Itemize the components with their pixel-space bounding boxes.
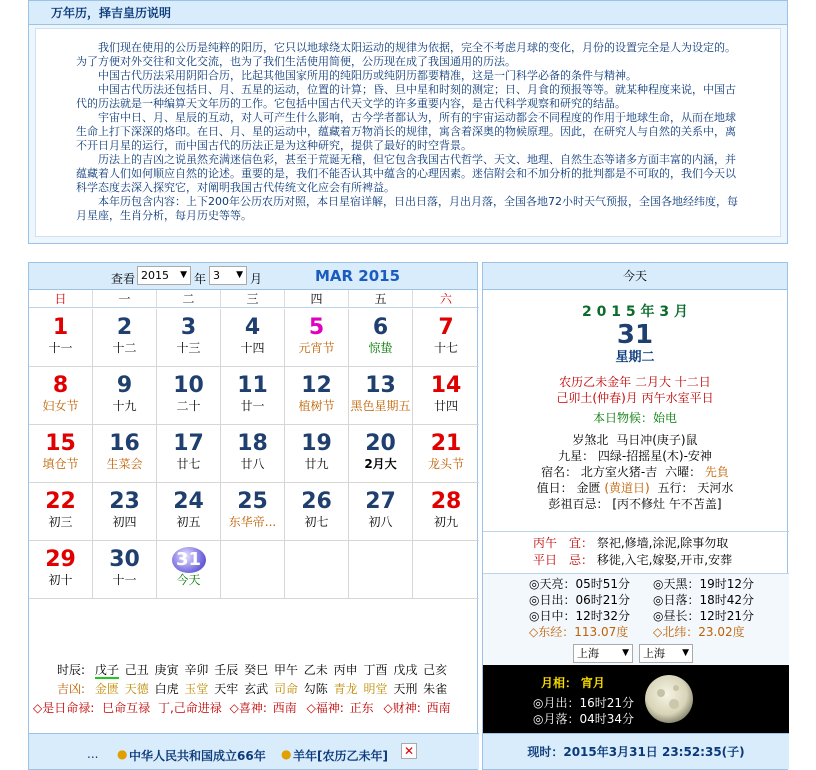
jixiong-item: 司命 <box>273 682 298 696</box>
day-lunar: 元宵节 <box>298 341 335 355</box>
day-number: 23 <box>109 489 140 514</box>
calendar-day-empty <box>349 541 413 598</box>
day-lunar: 十七 <box>433 341 458 355</box>
day-lunar: 初十 <box>48 573 73 587</box>
day-number: 25 <box>237 489 268 514</box>
shichen-label: 时辰: <box>57 663 86 677</box>
day-number: 7 <box>438 315 454 340</box>
zhiri-label: 值日： <box>536 481 573 495</box>
close-icon[interactable]: ✕ <box>401 743 417 759</box>
calendar-week <box>29 541 479 599</box>
today-header: 今天 <box>483 263 787 290</box>
day-lunar: 十二 <box>112 341 137 355</box>
day-lunar: 生菜会 <box>106 457 143 471</box>
city-select-value: 上海 <box>643 647 665 660</box>
calendar-day[interactable] <box>413 309 479 366</box>
jixiong-item: 玉堂 <box>184 682 209 696</box>
day-number: 22 <box>45 489 76 514</box>
jixiong-item: 青龙 <box>333 682 358 696</box>
day-number: 16 <box>109 431 140 456</box>
chong-value: 马日冲(庚子)鼠 <box>616 433 698 447</box>
day-lunar: 廿七 <box>176 457 201 471</box>
intro-paragraph: 宇宙中日、月、星辰的互动，对人可产生什么影响，古今学者都认为，所有的宇宙运动都会不同程度的作用于地球生命，从而在地球生命上打下深深的烙印。在日、月、星的运动中，蕴藏着万物消长的规律，寓含着深奥的物候原理。因此，在研究人与自然的关系中，离不开日月星的运行，而中国古代的历法正是为这种研究，提供了最好的时空背景。 <box>76 111 736 152</box>
weekday-label: 二 <box>157 290 221 307</box>
weekday-label: 五 <box>349 290 413 307</box>
shichen-item: 戊子 <box>94 663 119 677</box>
calendar-day[interactable] <box>93 367 157 424</box>
view-label: 查看 <box>111 272 136 286</box>
chevron-down-icon: ▼ <box>236 270 243 280</box>
pengzu-value: [丙不修灶 午不苫盖] <box>612 497 722 511</box>
day-lunar: 廿四 <box>433 399 458 413</box>
year-label: 年 <box>194 272 207 286</box>
day-lunar: 初四 <box>112 515 137 529</box>
sun-section <box>483 573 789 665</box>
calendar-day[interactable] <box>349 425 413 482</box>
latitude: ◇北纬：23.02度 <box>653 625 745 639</box>
moon-phase-row <box>541 675 605 691</box>
day-lunar: 十四 <box>240 341 265 355</box>
wuhou: 本日物候：始电 <box>592 411 677 425</box>
rizhong: ◎日中：12时32分 <box>529 609 631 623</box>
day-lunar: 植树节 <box>298 399 335 413</box>
wuxing-label: 五行： <box>657 481 694 495</box>
riming-value: 巳命互禄 <box>102 701 151 715</box>
calendar-day[interactable] <box>221 309 285 366</box>
day-lunar: 初五 <box>176 515 201 529</box>
day-lunar: 初三 <box>48 515 73 529</box>
day-lunar: 初八 <box>368 515 393 529</box>
shichen-item: 己丑 <box>124 663 149 677</box>
jixiong-item: 勾陈 <box>303 682 328 696</box>
xishen-value: 西南 <box>272 701 297 715</box>
shichen-item: 乙未 <box>303 663 328 677</box>
calendar-day[interactable] <box>285 367 349 424</box>
calendar-day[interactable] <box>349 483 413 540</box>
today-day: 31 <box>616 320 654 350</box>
calendar-day[interactable] <box>413 425 479 482</box>
jiuxing-value: 四绿-招摇星(木)-安神 <box>597 449 712 463</box>
calendar-day[interactable] <box>93 541 157 598</box>
chevron-down-icon: ▼ <box>682 648 689 658</box>
calendar-week <box>29 309 479 367</box>
day-number: 4 <box>244 315 261 340</box>
day-number: 29 <box>45 547 76 572</box>
shichen-item: 丙申 <box>333 663 358 677</box>
calendar-week <box>29 483 479 541</box>
shichen-item: 癸巳 <box>244 663 269 677</box>
chevron-down-icon: ▼ <box>622 648 629 658</box>
day-number: 12 <box>301 373 332 398</box>
weekday-header <box>29 290 479 308</box>
day-lunar: 黑色星期五 <box>350 399 411 413</box>
day-lunar: 惊蛰 <box>368 341 393 355</box>
intro-body <box>35 28 781 237</box>
day-info <box>33 661 475 718</box>
day-lunar: 初九 <box>433 515 458 529</box>
today-panel <box>482 262 788 770</box>
weekday-label: 四 <box>285 290 349 307</box>
yi-value: 祭祀,修墙,涂泥,除事勿取 <box>596 536 729 550</box>
moon-section <box>483 665 789 733</box>
day-number: 11 <box>237 373 268 398</box>
riming-label: ◇是日命禄: <box>33 701 95 715</box>
today-marker: 31 <box>172 547 206 573</box>
calendar-day[interactable] <box>93 425 157 482</box>
jixiong-item: 白虎 <box>154 682 179 696</box>
calendar-day[interactable] <box>285 309 349 366</box>
month-select[interactable] <box>209 266 247 285</box>
yiji-ganzhi: 丙午 <box>533 536 558 550</box>
day-number: 10 <box>173 373 204 398</box>
calendar-day[interactable] <box>413 367 479 424</box>
day-number: 13 <box>365 373 396 398</box>
yi-label: 宜： <box>569 536 594 550</box>
calendar-day[interactable] <box>157 309 221 366</box>
month-label: 月 <box>250 272 263 286</box>
day-lunar: 十一 <box>48 341 73 355</box>
bullet-icon: ● <box>117 747 128 761</box>
zhouchang: ◎昼长：12时21分 <box>653 609 755 623</box>
day-number: 28 <box>430 489 462 514</box>
calendar-day[interactable] <box>29 425 93 482</box>
shichen-row <box>33 661 475 680</box>
intro-paragraph: 中国古代历法还包括日、月、五星的运动，位置的计算；昏、旦中星和时刻的测定；日、月食的预报等等。就某种程度来说，中国古代的历法就是一种编算天文年历的工作。它包括中国古代天文学的许多重要内容，是古代科学观察和研究的结晶。 <box>76 83 736 110</box>
day-number: 15 <box>45 431 76 456</box>
calendar-footer <box>29 733 479 769</box>
footer-dots: ... <box>87 747 99 761</box>
zhiri-value: 金匮 <box>576 481 601 495</box>
xiu-row <box>483 464 787 480</box>
city-row <box>573 644 789 663</box>
calendar-day[interactable] <box>349 367 413 424</box>
day-number: 3 <box>180 315 197 340</box>
liuyao-value: 先負 <box>704 465 729 479</box>
today-main <box>483 304 787 512</box>
xiu-value: 北方室火猪-吉 <box>580 465 658 479</box>
jixiong-label: 吉凶: <box>57 682 86 696</box>
calendar-day-empty <box>413 541 479 598</box>
weekday-label: 一 <box>93 290 157 307</box>
longitude: ◇东经：113.07度 <box>529 625 629 639</box>
day-lunar: 廿八 <box>240 457 265 471</box>
calendar-day[interactable] <box>157 425 221 482</box>
day-number: 30 <box>109 547 140 572</box>
month-title: MAR 2015 <box>315 267 401 285</box>
calendar-panel <box>28 262 478 770</box>
day-number: 9 <box>116 373 133 398</box>
day-number: 27 <box>365 489 396 514</box>
day-number: 5 <box>308 315 325 340</box>
shichen-item: 庚寅 <box>154 663 179 677</box>
footer-item: 羊年[农历乙未年] <box>293 749 388 763</box>
weekday-label: 日 <box>29 290 93 307</box>
year-select[interactable] <box>137 266 191 285</box>
jixiong-item: 明堂 <box>363 682 388 696</box>
tianliang: ◎天亮：05时51分 <box>529 577 631 591</box>
zhiri-row <box>483 480 787 496</box>
year-select-value: 2015 <box>141 269 169 282</box>
wuxing-value: 天河水 <box>697 481 734 495</box>
lunar-line-1: 农历乙未金年 二月大 十二日 <box>559 375 711 389</box>
day-lunar: 初七 <box>304 515 329 529</box>
intro-paragraph: 历法上的吉凶之说虽然充满迷信色彩，甚至于荒诞无稽，但它包含我国古代哲学、天文、地理、自然生态等诸多方面丰富的内涵，并蕴藏着人们如何顺应自然的论述。重要的是，我们不能否认其中蕴含的心理因素。迷信附会和不加分析的批判都是不可取的，我们今天以科学态度去深入探究它，对阐明我国古代传统文化应会有所裨益。 <box>76 153 736 194</box>
day-number: 17 <box>173 431 204 456</box>
calendar-day[interactable] <box>221 367 285 424</box>
shichen-item: 戊戌 <box>393 663 418 677</box>
today-year-month: 2 0 1 5 年 3 月 <box>582 304 688 320</box>
day-number: 19 <box>301 431 332 456</box>
caishen-value: 西南 <box>426 701 451 715</box>
caishen-label: ◇财神: <box>383 701 421 715</box>
current-time: 现时：2015年3月31日 23:52:35(子) <box>483 733 789 769</box>
calendar-week <box>29 425 479 483</box>
moonrise: ◎月出：16时21分 <box>533 696 635 710</box>
fushen-value: 正东 <box>349 701 374 715</box>
calendar-header <box>29 263 477 290</box>
calendar-day[interactable] <box>29 541 93 598</box>
day-number: 14 <box>430 373 462 398</box>
richu: ◎日出：06时21分 <box>529 593 631 607</box>
jiuxing-row <box>483 448 787 464</box>
calendar-day[interactable] <box>29 309 93 366</box>
jiuxing-label: 九星： <box>558 449 595 463</box>
calendar-day-empty <box>221 541 285 598</box>
calendar-day[interactable] <box>157 483 221 540</box>
day-lunar: 十九 <box>112 399 137 413</box>
moon-icon <box>643 673 695 725</box>
shichen-item: 己亥 <box>423 663 448 677</box>
sui-row <box>483 432 787 448</box>
xishen-label: ◇喜神: <box>229 701 267 715</box>
jixiong-item: 朱雀 <box>423 682 448 696</box>
calendar-day[interactable] <box>93 309 157 366</box>
day-number: 2 <box>116 315 133 340</box>
calendar-week <box>29 367 479 425</box>
ji-label: 忌： <box>569 553 594 567</box>
day-lunar: 东华帝... <box>228 515 277 529</box>
calendar-day-today[interactable] <box>157 541 221 598</box>
today-weekday: 星期二 <box>615 350 655 365</box>
riluo: ◎日落：18时42分 <box>653 593 755 607</box>
calendar-day[interactable] <box>285 425 349 482</box>
calendar-day[interactable] <box>285 483 349 540</box>
yiji-left <box>533 535 557 569</box>
day-number: 18 <box>237 431 268 456</box>
shichen-item: 甲午 <box>273 663 298 677</box>
calendar-day[interactable] <box>413 483 479 540</box>
sun-row <box>529 592 789 608</box>
riming-row <box>33 699 475 718</box>
ji-value: 移徙,入宅,嫁娶,开市,安葬 <box>596 553 733 567</box>
moonset: ◎月落：04时34分 <box>533 712 635 726</box>
intro-title: 万年历，择吉皇历说明 <box>29 1 787 25</box>
day-number: 8 <box>52 373 69 398</box>
day-lunar: 今天 <box>176 573 201 587</box>
jixiong-item: 天德 <box>124 682 149 696</box>
day-lunar: 十三 <box>176 341 201 355</box>
calendar-day[interactable] <box>221 425 285 482</box>
shichen-item: 辛卯 <box>184 663 209 677</box>
moon-label: 月相： <box>541 676 578 690</box>
chevron-down-icon: ▼ <box>180 270 187 280</box>
province-select-value: 上海 <box>577 647 599 660</box>
intro-paragraph: 中国古代历法采用阴阳合历，比起其他国家所用的纯阳历或纯阴历都要精准，这是一门科学必备的条件与精神。 <box>98 69 637 82</box>
sun-row <box>529 576 789 592</box>
weekday-label: 三 <box>221 290 285 307</box>
liuyao-label: 六曜： <box>665 465 702 479</box>
calendar-grid <box>29 309 479 599</box>
calendar-day[interactable] <box>349 309 413 366</box>
day-lunar: 十一 <box>112 573 137 587</box>
yiji-right <box>569 535 732 569</box>
day-lunar: 2月大 <box>364 457 397 471</box>
fushen-label: ◇福神: <box>306 701 344 715</box>
calendar-day-empty <box>285 541 349 598</box>
day-number: 24 <box>173 489 204 514</box>
day-number: 21 <box>430 431 462 456</box>
yiji-riname: 平日 <box>533 553 558 567</box>
lunar-line-2: 己卯土(仲春)月 丙午水室平日 <box>556 391 714 405</box>
yi-row <box>569 535 732 552</box>
day-number: 1 <box>52 315 69 340</box>
jixiong-item: 天刑 <box>393 682 418 696</box>
jixiong-item: 天牢 <box>214 682 239 696</box>
zhiri-tag: (黄道日) <box>604 481 650 495</box>
sun-row <box>529 608 789 624</box>
shichen-item: 丁酉 <box>363 663 388 677</box>
day-number: 6 <box>372 315 389 340</box>
jixiong-item: 玄武 <box>244 682 269 696</box>
month-select-value: 3 <box>213 269 220 282</box>
footer-item: 中华人民共和国成立66年 <box>129 749 266 763</box>
pengzu-label: 彭祖百忌： <box>548 497 609 511</box>
weekday-label: 六 <box>439 292 452 306</box>
sui-label: 岁煞北 <box>572 433 609 447</box>
pengzu-row <box>483 496 787 512</box>
day-number: 26 <box>301 489 332 514</box>
jixiong-row <box>33 680 475 699</box>
province-select[interactable] <box>573 644 633 663</box>
calendar-day[interactable] <box>93 483 157 540</box>
shichen-item: 壬辰 <box>214 663 239 677</box>
calendar-day[interactable] <box>29 483 93 540</box>
day-lunar: 填仓节 <box>42 457 79 471</box>
intro-panel <box>28 0 788 244</box>
ji-row <box>569 552 732 569</box>
day-lunar: 龙头节 <box>427 457 464 471</box>
calendar-day[interactable] <box>29 367 93 424</box>
bullet-icon: ● <box>281 747 292 761</box>
day-number: 20 <box>365 431 396 456</box>
intro-paragraph: 我们现在使用的公历是纯粹的阳历，它只以地球绕太阳运动的规律为依据，完全不考虑月球的变化，月份的设置完全是人为设定的。为了方便对外交往和文化交流，也为了我们生活使用简便，公历现在成了我国通用的历法。 <box>76 41 736 68</box>
day-lunar: 廿九 <box>304 457 329 471</box>
tianhei: ◎天黑：19时12分 <box>653 577 755 591</box>
day-lunar: 廿一 <box>240 399 265 413</box>
xiu-label: 宿名： <box>541 465 578 479</box>
moon-phase: 宵月 <box>580 676 605 690</box>
riming-value: 丁,己命进禄 <box>157 701 222 715</box>
day-lunar: 妇女节 <box>42 399 79 413</box>
yiji-section <box>483 531 789 571</box>
city-select[interactable] <box>639 644 693 663</box>
calendar-day[interactable] <box>221 483 285 540</box>
calendar-day[interactable] <box>157 367 221 424</box>
geo-row <box>529 624 789 640</box>
jixiong-item: 金匮 <box>94 682 119 696</box>
intro-paragraph: 本年历包含内容：上下200年公历农历对照，本日星宿详解，日出日落，月出月落，全国各地72小时天气预报，全国各地经纬度，每月星座，生肖分析，每月历史等等。 <box>76 195 738 222</box>
day-lunar: 二十 <box>176 399 201 413</box>
